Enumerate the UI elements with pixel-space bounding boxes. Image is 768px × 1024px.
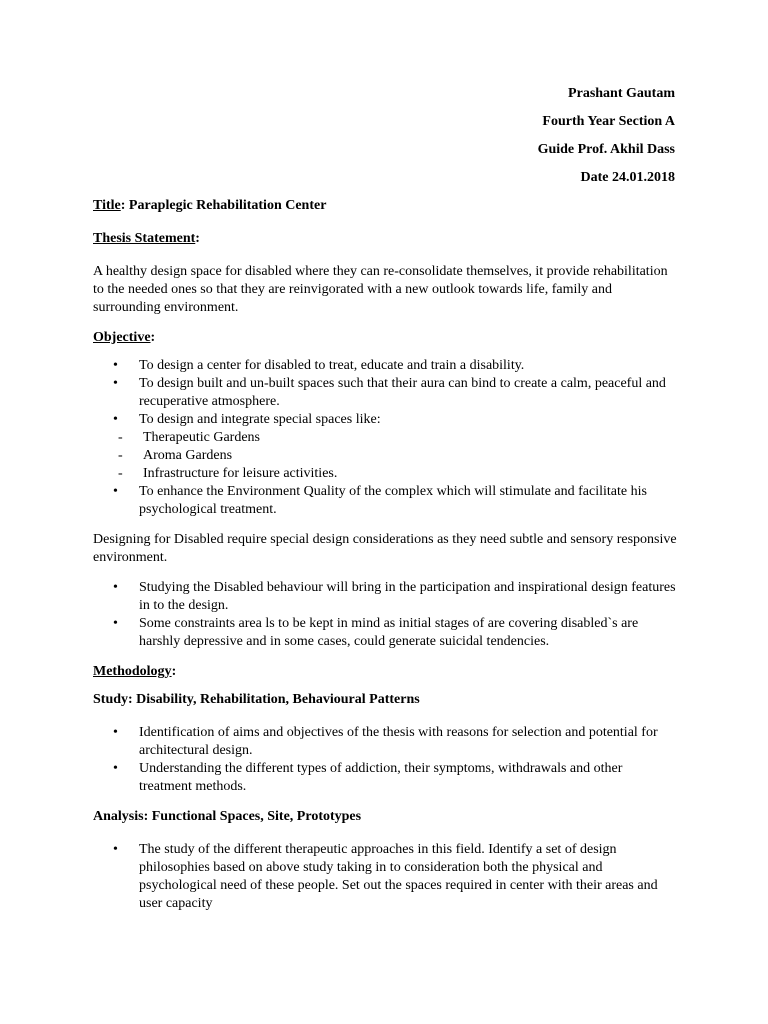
analysis-list <box>93 841 678 913</box>
title-label: Title <box>93 198 121 213</box>
sub-list-item: - Therapeutic Gardens <box>93 429 678 447</box>
list-item: • To design and integrate special spaces like: <box>93 411 678 429</box>
thesis-heading-colon: : <box>195 231 200 246</box>
objective-list <box>93 357 678 519</box>
methodology-heading <box>93 663 678 681</box>
list-item: • To enhance the Environment Quality of the complex which will stimulate and facilitate his psychological treatment. <box>93 483 678 519</box>
author-header <box>538 85 675 197</box>
submission-date: Date 24.01.2018 <box>580 170 675 185</box>
list-item: • To design a center for disabled to treat, educate and train a disability. <box>93 357 678 375</box>
sub-list-item: - Aroma Gardens <box>93 447 678 465</box>
sub-list-item: - Infrastructure for leisure activities. <box>93 465 678 483</box>
thesis-paragraph: A healthy design space for disabled where they can re-consolidate themselves, it provide rehabilitation to the needed ones so that they are reinvigorated with a new outlook towards life, family and surrounding environment. <box>93 264 668 315</box>
objective-heading <box>93 329 678 347</box>
list-item: • Some constraints area ls to be kept in mind as initial stages of are covering disabled`s are harshly depressive and in some cases, could generate suicidal tendencies. <box>93 615 678 651</box>
list-item: • Identification of aims and objectives of the thesis with reasons for selection and potential for architectural design. <box>93 724 678 760</box>
study-heading: Study: Disability, Rehabilitation, Behavioural Patterns <box>93 692 420 707</box>
list-item: • The study of the different therapeutic approaches in this field. Identify a set of design philosophies based on above study taking in to consideration both the physical and psychological need of these people. Set out the spaces required in center with their areas and user capacity <box>93 841 678 913</box>
design-considerations-paragraph: Designing for Disabled require special design considerations as they need subtle and sensory responsive environment. <box>93 532 677 565</box>
methodology-heading-colon: : <box>171 664 177 679</box>
thesis-heading-label: Thesis Statement <box>93 231 196 246</box>
objective-heading-label: Objective <box>93 330 151 345</box>
considerations-list <box>93 579 678 651</box>
list-item: • Understanding the different types of addiction, their symptoms, withdrawals and other treatment methods. <box>93 760 678 796</box>
study-list <box>93 724 678 796</box>
objective-heading-colon: : <box>150 330 156 345</box>
year-section: Fourth Year Section A <box>542 114 675 129</box>
list-item: • To design built and un-built spaces such that their aura can bind to create a calm, peaceful and recuperative atmosphere. <box>93 375 678 411</box>
analysis-heading: Analysis: Functional Spaces, Site, Prototypes <box>93 809 362 824</box>
document-title <box>93 197 678 215</box>
document-body <box>93 197 678 919</box>
list-item: • Studying the Disabled behaviour will bring in the participation and inspirational design features in to the design. <box>93 579 678 615</box>
methodology-heading-label: Methodology <box>93 664 172 679</box>
thesis-heading <box>93 230 678 248</box>
author-name: Prashant Gautam <box>568 86 675 101</box>
guide-name: Guide Prof. Akhil Dass <box>537 142 675 157</box>
title-text: : Paraplegic Rehabilitation Center <box>120 198 327 213</box>
